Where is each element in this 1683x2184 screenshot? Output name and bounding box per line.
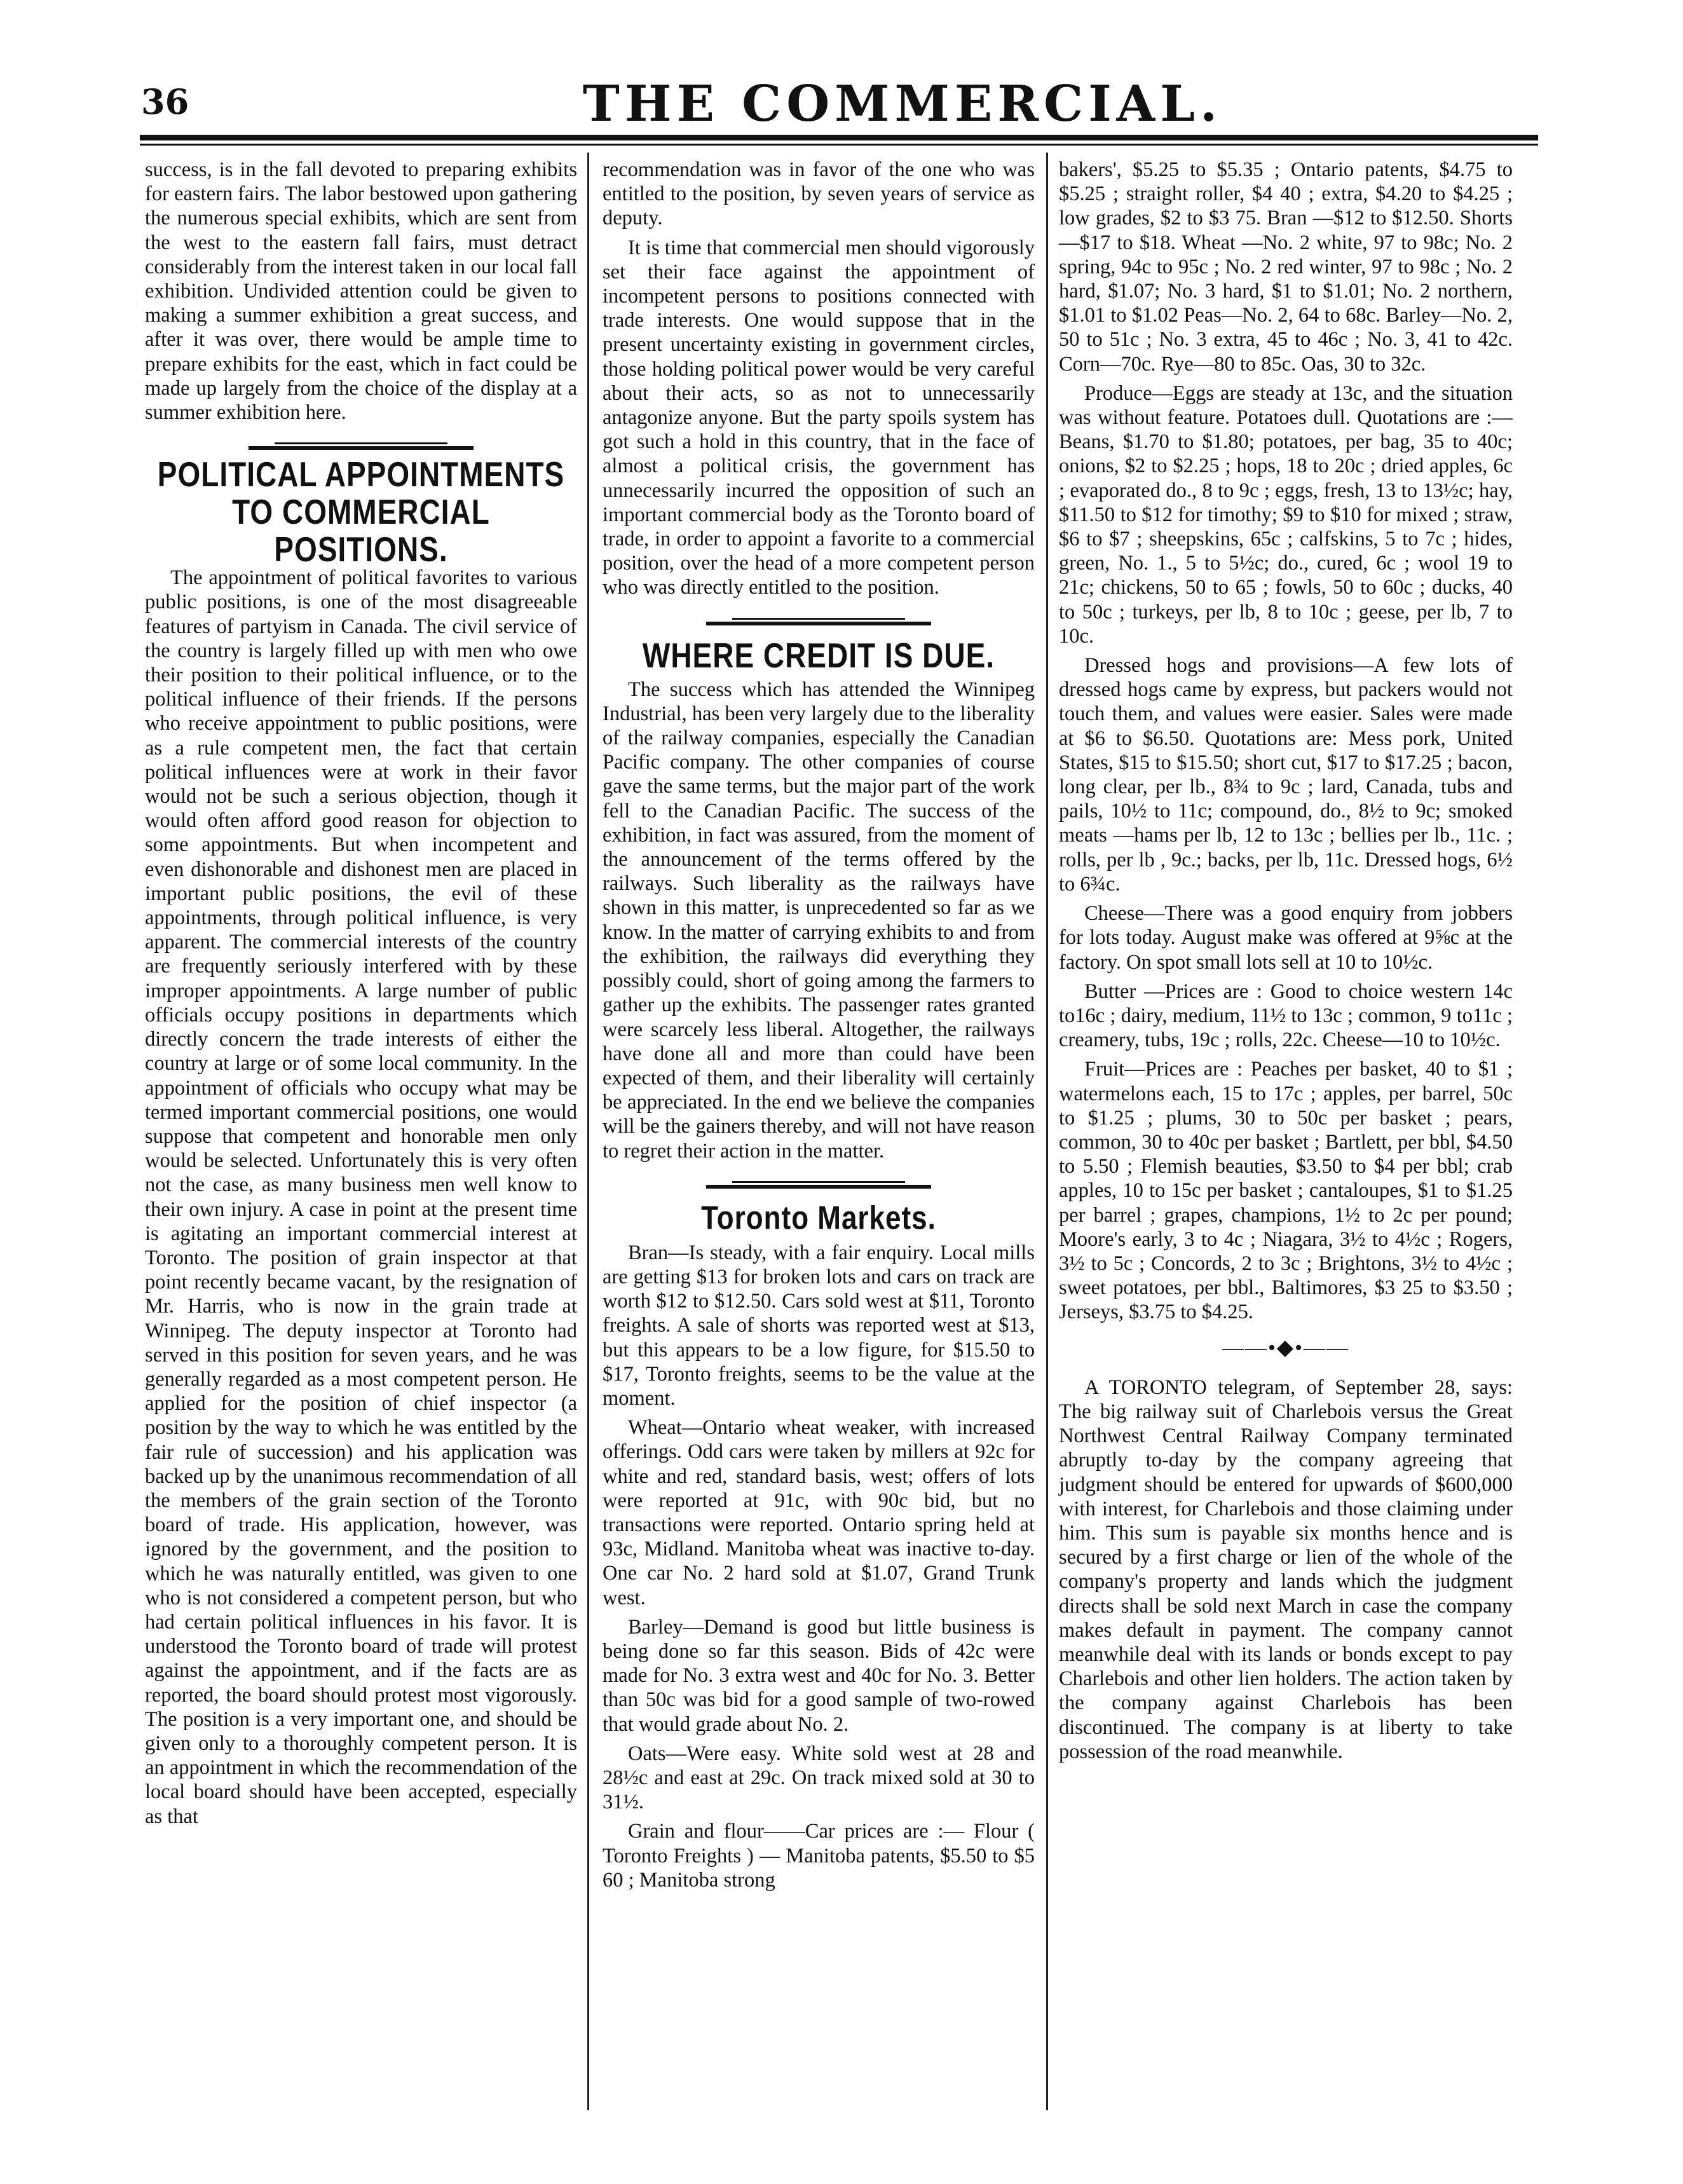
market-paragraph: Butter —Prices are : Good to choice western 14c to16c ; dairy, medium, 11½ to 13c ; common, 9 to11c ; creamery, tubs, 19c ; rolls, 22c. Cheese—10 to 10½c. [1059, 979, 1513, 1052]
article-paragraph: success, is in the fall devoted to preparing exhibits for eastern fairs. The labor bestowed upon gathering the numerous special exhibits, which are sent from the west to the eastern fall fairs, must detract considerably from the interest taken in our local fall exhibition. Undivided attention could be given to making a summer exhibition a great success, and after it was over, there would be ample time to prepare exhibits for the east, which in fact could be made up largely from the choice of the display at a summer exhibition here. [145, 158, 577, 425]
market-paragraph: Barley—Demand is good but little business is being done so far this season. Bids of 42c were made for No. 3 extra west and 40c for No. 3. Better than 50c was bid for a good sample of two-rowed that would grade about No. 2. [603, 1615, 1035, 1736]
page-number: 36 [141, 81, 189, 122]
article-paragraph: The appointment of political favorites to various public positions, is one of the most disagreeable features of partyism in Canada. The civil service of the country is largely filled up with men who owe their position to their political influence, or to the political influence of their friends. If the persons who receive appointment to public positions, were as a rule competent men, the fact that certain political influences were at work in their favor would not be such a serious objection, though it would often afford good reason for objection to some appointments. But when incompetent and even dishonorable and dishonest men are placed in important public positions, the evil of these appointments, through political influence, is very apparent. The commercial interests of the country are frequently seriously interfered with by these improper appointments. A large number of public officials occupy positions in departments which directly concern the trade interests of either the country at large or of some local community. In the appointment of officials who occupy what may be termed important commercial positions, one would suppose that competent and honorable men only would be selected. Unfortunately this is very often not the case, as many business men well know to their own injury. A case in point at the present time is agitating an important commercial interest at Toronto. The position of grain inspector at that point recently became vacant, by the resignation of Mr. Harris, who is now in the grain trade at Winnipeg. The deputy inspector at Toronto had served in this position for seven years, and he was generally regarded as a most competent person. He applied for the position of chief inspector (a position by the way to which he was entitled by the fair rule of succession) and his application was backed up by the unanimous recommendation of all the members of the grain section of the Toronto board of trade. His application, however, was ignored by the government, and the position to which he was naturally entitled, was given to one who is not considered a competent person, but who had certain political influences in his favor. It is understood the Toronto board of trade will protest against the appointment, and if the facts are as reported, the board should protest most vigorously. The position is a very important one, and should be given only to a thoroughly competent person. It is an appointment in which the recommendation of the local board should have been accepted, especially as that [145, 566, 577, 1828]
market-paragraph: Dressed hogs and provisions—A few lots of dressed hogs came by express, but packers would not touch them, and values were easier. Sales were made at $6 to $6.50. Quotations are: Mess pork, United States, $15 to $15.50; short cut, $17 to $17.25 ; bacon, long clear, per lb., 8¾ to 9c ; lard, Canada, tubs and pails, 10½ to 11c; compound, do., 8½ to 9c; smoked meats —hams per lb, 12 to 13c ; bellies per lb., 11c. ; rolls, per lb , 9c.; backs, per lb, 11c. Dressed hogs, 6½ to 6¾c. [1059, 654, 1513, 896]
article-paragraph: It is time that commercial men should vigorously set their face against the appointment of incompetent persons to positions connected with trade interests. One would suppose that in the present uncertainty existing in government circles, those holding political power would be very careful about their acts, so as not to unnecessarily antagonize anyone. But the party spoils system has got such a hold in this country, that in the face of almost a political crisis, the government has unnecessarily incurred the opposition of such an important commercial body as the Toronto board of trade, in order to appoint a favorite to a commercial position, over the head of a more competent person who was directly entitled to the position. [603, 236, 1035, 599]
market-paragraph: Produce—Eggs are steady at 13c, and the situation was without feature. Potatoes dull. Quotations are :— Beans, $1.70 to $1.80; potatoes, per bag, 35 to 40c; onions, $2 to $2.25 ; hops, 18 to 20c ; dried apples, 6c ; evaporated do., 8 to 9c ; eggs, fresh, 13 to 13½c; hay, $11.50 to $12 for timothy; $9 to $10 for mixed ; straw, $6 to $7 ; sheepskins, 65c ; calfskins, 5 to 7c ; hides, green, No. 1., 5 to 5½c; do., cured, 6c ; wool 19 to 21c; chickens, 50 to 65 ; fowls, 50 to 60c ; ducks, 40 to 50c ; turkeys, per lb, 8 to 10c ; geese, per lb, 7 to 10c. [1059, 381, 1513, 648]
market-paragraph: Wheat—Ontario wheat weaker, with increased offerings. Odd cars were taken by millers at 92c for white and red, standard basis, west; offers of lots were reported at 91c, with 90c bid, but no transactions were reported. Ontario spring held at 93c, Midland. Manitoba wheat was inactive to-day. One car No. 2 hard sold at $1.07, Grand Trunk west. [603, 1416, 1035, 1609]
headline-toronto-markets: Toronto Markets. [701, 1199, 936, 1237]
market-paragraph: Bran—Is steady, with a fair enquiry. Local mills are getting $13 for broken lots and cars on track are worth $12 to $12.50. Cars sold west at $11, Toronto freights. A sale of shorts was reported west at $13, but this appears to be a low figure, for $15.50 to $17, Toronto freights, seems to be the value at the moment. [603, 1241, 1035, 1410]
headline-political-appointments: POLITICAL APPOINTMENTS TO COMMERCIAL POSITIONS. [157, 454, 565, 569]
article-paragraph: A TORONTO telegram, of September 28, says: The big railway suit of Charlebois versus the Great Northwest Central Railway Company terminated abruptly to-day by the company agreeing that judgment should be entered for upwards of $600,000 with interest, for Charlebois and those claiming under him. This sum is payable six months hence and is secured by a first charge or lien of the whole of the company's property and lands which the judgment directs shall be sold next March in case the company makes default in payment. The company cannot meanwhile deal with its lands or bonds except to pay Charlebois and other lien holders. The action taken by the company against Charlebois has been discontinued. The company is at liberty to take possession of the road meanwhile. [1059, 1375, 1513, 1763]
market-paragraph: Grain and flour——Car prices are :— Flour ( Toronto Freights ) — Manitoba patents, $5.50 to $5 60 ; Manitoba strong [603, 1820, 1035, 1892]
column-3 [1059, 158, 1513, 1769]
headline-where-credit-is-due: WHERE CREDIT IS DUE. [642, 635, 995, 675]
ornament-divider-icon: ——•◆•—— [1222, 1335, 1349, 1360]
article-paragraph: The success which has attended the Winnipeg Industrial, has been very largely due to the liberality of the railway companies, especially the Canadian Pacific company. The other companies of course gave the same terms, but the major part of the work fell to the Canadian Pacific. The success of the exhibition, in fact was assured, from the moment of the announcement of the terms offered by the railways. Such liberality as the railways have shown in this matter, is unprecedented so far as we know. In the matter of carrying exhibits to and from the exhibition, the railways did everything they possibly could, short of going among the farmers to gather up the exhibits. The passenger rates granted were scarcely less liberal. Altogether, the railways have done all and more than could have been expected of them, and their liberality will certainly be appreciated. In the end we believe the companies will be the gainers thereby, and will not have reason to regret their action in the matter. [603, 678, 1035, 1163]
market-paragraph: Fruit—Prices are : Peaches per basket, 40 to $1 ; watermelons each, 15 to 17c ; apples, per barrel, 50c to $1.25 ; plums, 30 to 50c per basket ; pears, common, 30 to 40c per basket ; Bartlett, per bbl, $4.50 to 5.50 ; Flemish beauties, $3.50 to $4 per bbl; crab apples, 10 to 15c per basket ; cantaloupes, $1 to $1.25 per barrel ; grapes, champions, 1½ to 2c per pound; Moore's early, 3 to 4c ; Niagara, 3½ to 4½c ; Rogers, 3½ to 5c ; Concords, 2 to 3c ; Brightons, 3½ to 4½c ; sweet potatoes, per bbl., Baltimores, $3 25 to $3.50 ; Jerseys, $3.75 to $4.25. [1059, 1058, 1513, 1324]
header-rule-thin [140, 144, 1538, 146]
column-divider [1046, 153, 1048, 2110]
section-separator [145, 441, 577, 450]
masthead: THE COMMERCIAL. [582, 75, 1223, 133]
article-paragraph: recommendation was in favor of the one who was entitled to the position, by seven years of service as deputy. [603, 158, 1035, 230]
column-divider [587, 153, 589, 2110]
column-1 [145, 158, 577, 1834]
section-separator [603, 617, 1035, 625]
section-separator [603, 1180, 1035, 1189]
market-paragraph: Oats—Were easy. White sold west at 28 and 28½c and east at 29c. On track mixed sold at 30 to 31½. [603, 1742, 1035, 1814]
market-paragraph: Cheese—There was a good enquiry from jobbers for lots today. August make was offered at 9⅝c at the factory. On spot small lots sell at 10 to 10½c. [1059, 902, 1513, 974]
header-rule-thick [140, 135, 1538, 140]
market-paragraph: bakers', $5.25 to $5.35 ; Ontario patents, $4.75 to $5.25 ; straight roller, $4 40 ; extra, $4.20 to $4.25 ; low grades, $2 to $3 75. Bran —$12 to $12.50. Shorts—$17 to $18. Wheat —No. 2 white, 97 to 98c; No. 2 spring, 94c to 95c ; No. 2 red winter, 97 to 98c ; No. 2 hard, $1.07; No. 3 hard, $1 to $1.01; No. 2 northern, $1.01 to $1.02 Peas—No. 2, 64 to 68c. Barley—No. 2, 50 to 51c ; No. 3 extra, 45 to 46c ; No. 3, 41 to 42c. Corn—70c. Rye—80 to 85c. Oas, 30 to 32c. [1059, 158, 1513, 376]
column-2 [603, 158, 1035, 1897]
